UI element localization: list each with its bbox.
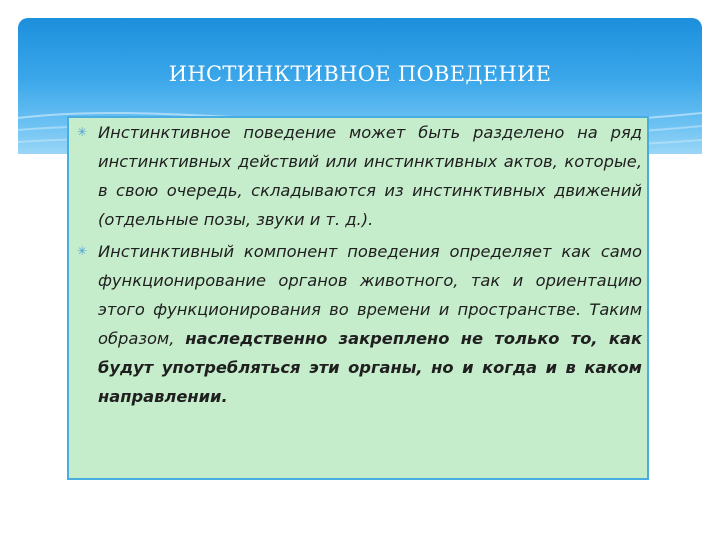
slide-title: ИНСТИНКТИВНОЕ ПОВЕДЕНИЕ	[168, 62, 552, 86]
bullet-item	[70, 237, 642, 411]
bullet-text: Инстинктивное поведение может быть разделено на ряд инстинктивных действий или инстинктивных актов, которые, в свою очередь, складываются из инстинктивных движений (отдельные позы, звуки и т. д.).	[98, 123, 642, 229]
bullet-list	[70, 118, 642, 411]
bullet-text: Инстинктивный компонент поведения определяет как само функционирование органов животного, так и ориентацию этого функционирования во времени и пространстве. Таким образом,	[98, 242, 642, 348]
bullet-emphasis-text: наследственно закреплено не только то, как будут употребляться эти органы, но и когда и в каком направлении.	[98, 329, 642, 406]
bullet-item	[70, 118, 642, 234]
asterisk-bullet-icon: ✳	[77, 125, 88, 139]
asterisk-bullet-icon: ✳	[77, 244, 88, 258]
